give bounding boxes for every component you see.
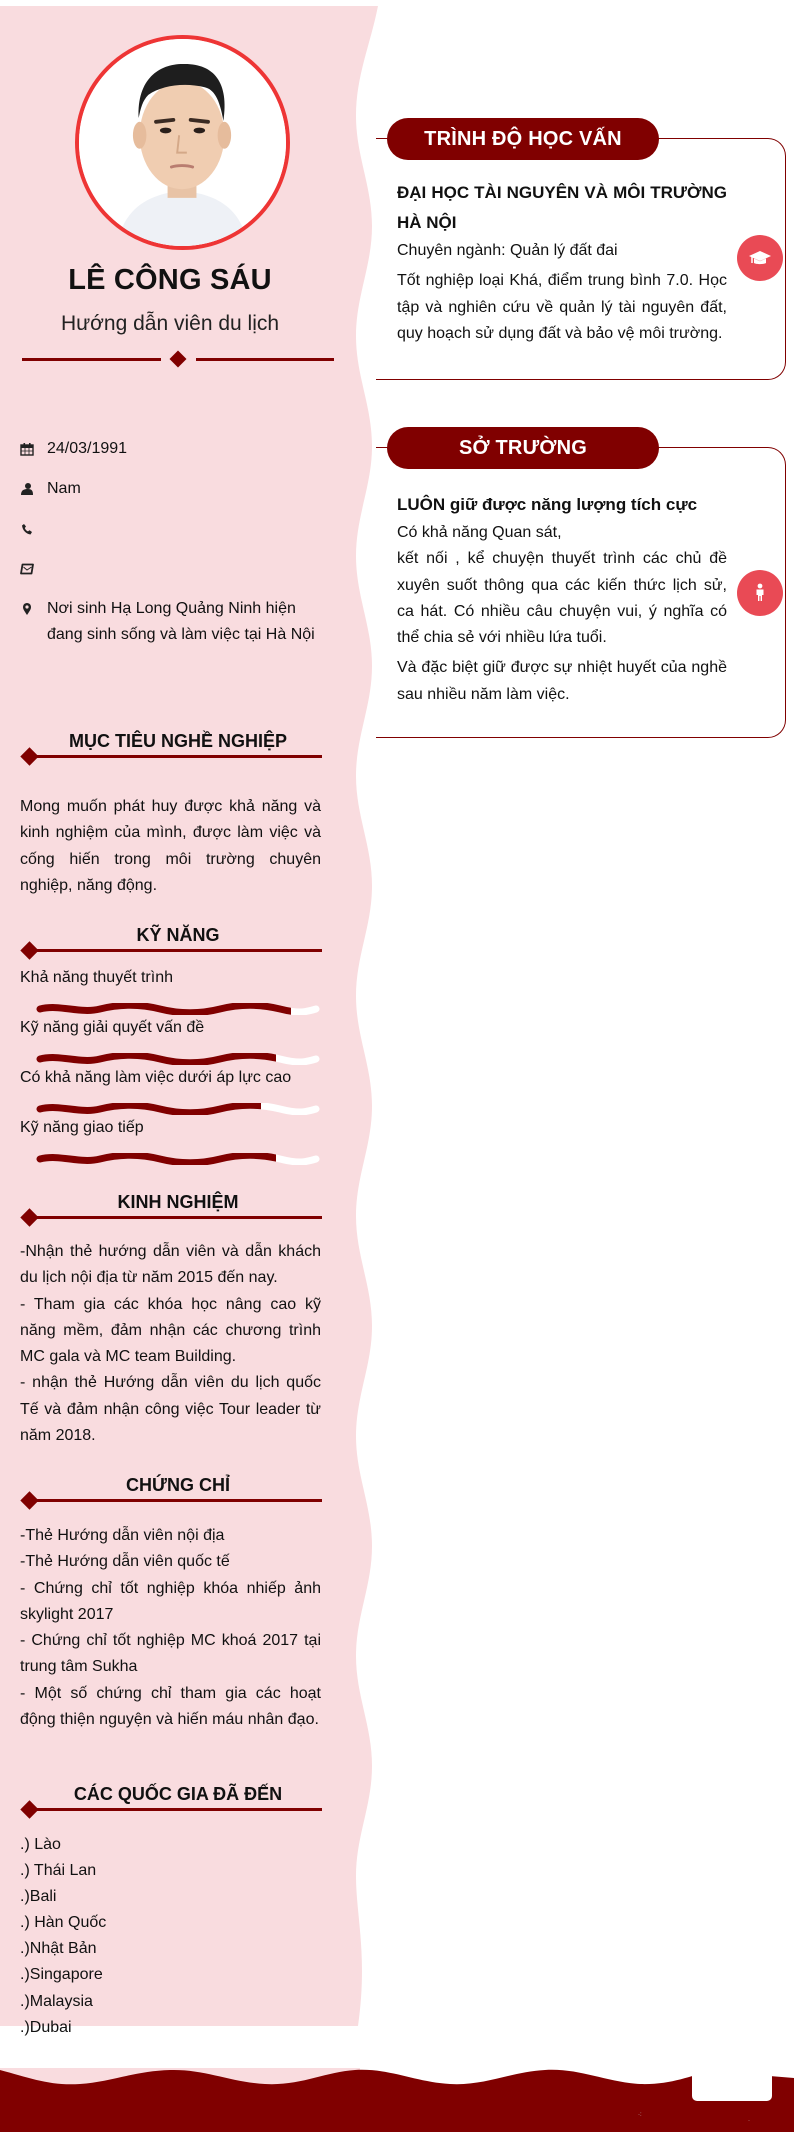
calendar-icon	[20, 436, 46, 462]
education-content	[397, 178, 727, 351]
list-item: .)Malaysia	[20, 1992, 93, 2010]
diamond-icon	[170, 351, 187, 368]
list-item: .) Thái Lan	[20, 1862, 97, 1880]
contact-address: Nơi sinh Hạ Long Quảng Ninh hiện đang sinh sống và làm việc tại Hà Nội	[20, 596, 320, 648]
objective-text: Mong muốn phát huy được khả năng và kinh nghiệm của mình, được làm việc và cống hiến trong môi trường chuyên nghiệp, năng động.	[20, 798, 321, 894]
graduation-cap-icon	[737, 235, 783, 281]
experience-text: -Nhận thẻ hướng dẫn viên và dẫn khách du lịch nội địa từ năm 2015 đến nay. - Tham gia các khóa học nâng cao kỹ năng mềm, đảm nhận các chương trình MC gala và MC team Building. - nhận thẻ Hướng dẫn viên du lịch quốc Tế và đảm nhận công việc Tour leader từ năm 2018.	[20, 1243, 321, 1445]
avatar	[75, 35, 290, 250]
skill-bar	[36, 1053, 320, 1065]
list-item: .)Nhật Bản	[20, 1940, 97, 1958]
skills-heading: KỸ NĂNG	[20, 925, 322, 955]
list-item: .)Singapore	[20, 1966, 103, 1984]
strengths-highlight: LUÔN giữ được năng lượng tích cực	[397, 495, 698, 514]
countries-list	[20, 1832, 320, 2041]
education-description: Tốt nghiệp loại Khá, điểm trung bình 7.0. Học tập và nghiên cứu về quản lý tài nguyên đất, quy hoạch sử dụng đất và bảo vệ môi trường.	[397, 272, 727, 342]
skill-bar	[36, 1153, 320, 1165]
strengths-content: LUÔN giữ được năng lượng tích cực Có khả năng Quan sát, kết nối , kể chuyện thuyết trình các chủ đề xuyên suốt thông qua các kiến thức lịch sử, ca hát. Có nhiều câu chuyện vui, ý nghĩa có thể chia sẻ với nhiều lứa tuổi. Và đặc biệt giữ được sự nhiệt huyết của nghề sau nhiều năm làm việc.	[397, 490, 727, 712]
certificates-heading: CHỨNG CHỈ	[20, 1475, 322, 1505]
footer-dots: ·:	[638, 2112, 642, 2118]
contact-gender: Nam	[20, 476, 320, 502]
name-divider	[22, 352, 334, 366]
skill-bar	[36, 1003, 320, 1015]
contact-phone[interactable]	[20, 516, 320, 542]
skill-item: Khả năng thuyết trình	[20, 967, 322, 1015]
skill-item: Kỹ năng giao tiếp	[20, 1117, 322, 1165]
footer-tab	[692, 2068, 772, 2101]
certificates-text: -Thẻ Hướng dẫn viên nội địa -Thẻ Hướng dẫn viên quốc tế - Chứng chỉ tốt nghiệp khóa nhiếp ảnh skylight 2017 - Chứng chỉ tốt nghiệp MC khoá 2017 tại trung tâm Sukha - Một số chứng chỉ tham gia các hoạt động thiện nguyện và hiến máu nhân đạo.	[20, 1527, 321, 1729]
sidebar	[0, 0, 340, 2036]
list-item: .)Bali	[20, 1888, 57, 1906]
education-heading: TRÌNH ĐỘ HỌC VẤN	[387, 118, 659, 160]
footer-dot: ·	[748, 2118, 750, 2124]
skill-bar	[36, 1103, 320, 1115]
map-marker-icon	[20, 596, 46, 622]
person-icon	[737, 570, 783, 616]
objective-heading: MỤC TIÊU NGHỀ NGHIỆP	[20, 731, 322, 761]
skill-item: Có khả năng làm việc dưới áp lực cao	[20, 1067, 322, 1115]
school-name: ĐẠI HỌC TÀI NGUYÊN VÀ MÔI TRƯỜNG HÀ NỘI	[397, 183, 727, 232]
strengths-heading: SỞ TRƯỜNG	[387, 427, 659, 469]
contact-email[interactable]	[20, 556, 320, 582]
list-item: .) Lào	[20, 1836, 61, 1853]
list-item: .) Hàn Quốc	[20, 1914, 107, 1932]
envelope-icon	[20, 556, 46, 582]
skill-item: Kỹ năng giải quyết vấn đề	[20, 1017, 322, 1065]
candidate-title: Hướng dẫn viên du lịch	[60, 312, 280, 335]
footer-wave	[0, 2068, 794, 2132]
experience-heading: KINH NGHIỆM	[20, 1192, 322, 1222]
user-icon	[20, 476, 46, 502]
candidate-name: LÊ CÔNG SÁU	[68, 264, 272, 296]
list-item: .)Dubai	[20, 2018, 72, 2036]
phone-icon	[20, 516, 46, 542]
contact-birthdate: 24/03/1991	[20, 436, 320, 462]
countries-heading: CÁC QUỐC GIA ĐÃ ĐẾN	[20, 1784, 322, 1814]
education-major: Chuyên ngành: Quản lý đất đai	[397, 242, 618, 259]
user-photo-icon	[79, 39, 286, 246]
